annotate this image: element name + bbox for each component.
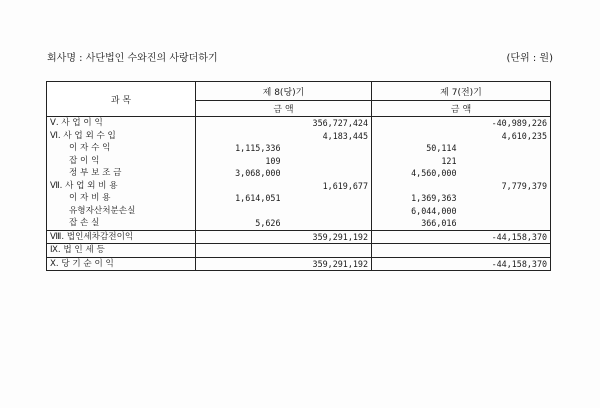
current-total-amount bbox=[284, 142, 372, 155]
prior-total-amount bbox=[460, 155, 551, 168]
row-label: 유형자산처분손실 bbox=[47, 205, 196, 218]
prior-total-amount bbox=[460, 142, 551, 155]
prior-detail-amount bbox=[372, 117, 460, 130]
current-detail-amount: 1,115,336 bbox=[235, 143, 281, 153]
current-detail-amount: 109 bbox=[265, 155, 281, 166]
prior-total-amount: -44,158,370 bbox=[460, 257, 551, 271]
table-row bbox=[47, 167, 551, 180]
table-row bbox=[47, 155, 551, 168]
prior-detail-amount: 4,560,000 bbox=[411, 168, 457, 178]
row-label: 잡 이 익 bbox=[47, 155, 196, 168]
row-label: 이 자 수 익 bbox=[47, 142, 196, 155]
row-label: Ⅹ. 당 기 순 이 익 bbox=[47, 257, 196, 271]
current-total-amount bbox=[284, 155, 372, 168]
table-row bbox=[47, 180, 551, 193]
col-header-current: 제 8(당)기 bbox=[196, 82, 372, 101]
unit-label: (단위 : 원) bbox=[506, 53, 553, 64]
prior-total-amount bbox=[460, 167, 551, 180]
current-detail-amount bbox=[196, 117, 284, 130]
current-detail-amount bbox=[196, 230, 284, 244]
current-total-amount: 1,619,677 bbox=[284, 180, 372, 193]
row-label: Ⅶ. 사 업 외 비 용 bbox=[47, 180, 196, 193]
company-name: 회사명 : 사단법인 수와진의 사랑더하기 bbox=[47, 53, 218, 64]
prior-total-amount: 7,779,379 bbox=[501, 180, 548, 191]
current-total-amount bbox=[284, 167, 372, 180]
table-row bbox=[47, 192, 551, 205]
prior-detail-amount: 6,044,000 bbox=[411, 205, 457, 216]
prior-total-amount bbox=[460, 217, 551, 230]
current-total-amount bbox=[284, 244, 372, 258]
prior-total-amount: -40,989,226 bbox=[491, 118, 548, 128]
prior-detail-amount bbox=[372, 230, 460, 244]
current-total-amount: 359,291,192 bbox=[284, 257, 372, 271]
table-row bbox=[47, 205, 551, 218]
current-total-amount: 356,727,424 bbox=[284, 117, 372, 130]
prior-total-amount bbox=[460, 244, 551, 258]
current-detail-amount bbox=[196, 130, 284, 143]
row-label: 이 자 비 용 bbox=[47, 192, 196, 205]
table-row bbox=[47, 244, 551, 258]
prior-detail-amount: 50,114 bbox=[426, 143, 457, 153]
prior-detail-amount bbox=[372, 180, 460, 193]
row-label: Ⅵ. 사 업 외 수 입 bbox=[47, 130, 196, 143]
income-statement-table bbox=[46, 81, 551, 271]
current-total-amount bbox=[284, 192, 372, 205]
prior-total-amount: 4,610,235 bbox=[501, 130, 548, 141]
table-row bbox=[47, 230, 551, 244]
col-header-prior: 제 7(전)기 bbox=[372, 82, 551, 101]
prior-total-amount bbox=[460, 192, 551, 205]
prior-detail-amount: 121 bbox=[441, 155, 457, 166]
table-row bbox=[47, 117, 551, 130]
prior-detail-amount: 1,369,363 bbox=[411, 193, 457, 203]
prior-detail-amount: 366,016 bbox=[421, 218, 457, 228]
current-detail-amount bbox=[196, 244, 284, 258]
current-detail-amount: 3,068,000 bbox=[235, 168, 281, 178]
table-row bbox=[47, 257, 551, 271]
row-label: 잡 손 실 bbox=[47, 217, 196, 230]
current-total-amount: 4,183,445 bbox=[284, 130, 372, 143]
col-header-item: 과 목 bbox=[47, 82, 196, 117]
row-label: Ⅸ. 법 인 세 등 bbox=[47, 244, 196, 258]
table-row bbox=[47, 217, 551, 230]
row-label: Ⅷ. 법인세차감전이익 bbox=[47, 230, 196, 244]
row-label: 정 부 보 조 금 bbox=[47, 167, 196, 180]
row-label: Ⅴ. 사 업 이 익 bbox=[47, 117, 196, 130]
prior-total-amount: -44,158,370 bbox=[460, 230, 551, 244]
current-detail-amount bbox=[196, 180, 284, 193]
current-total-amount bbox=[284, 217, 372, 230]
prior-detail-amount bbox=[372, 130, 460, 143]
col-header-current-amount: 금 액 bbox=[196, 101, 372, 117]
current-detail-amount bbox=[196, 205, 284, 218]
table-row bbox=[47, 142, 551, 155]
current-detail-amount bbox=[196, 257, 284, 271]
prior-total-amount bbox=[460, 205, 551, 218]
col-header-prior-amount: 금 액 bbox=[372, 101, 551, 117]
table-row bbox=[47, 130, 551, 143]
current-total-amount: 359,291,192 bbox=[284, 230, 372, 244]
prior-detail-amount bbox=[372, 257, 460, 271]
prior-detail-amount bbox=[372, 244, 460, 258]
current-detail-amount: 5,626 bbox=[255, 218, 281, 228]
current-total-amount bbox=[284, 205, 372, 218]
current-detail-amount: 1,614,051 bbox=[235, 193, 281, 203]
